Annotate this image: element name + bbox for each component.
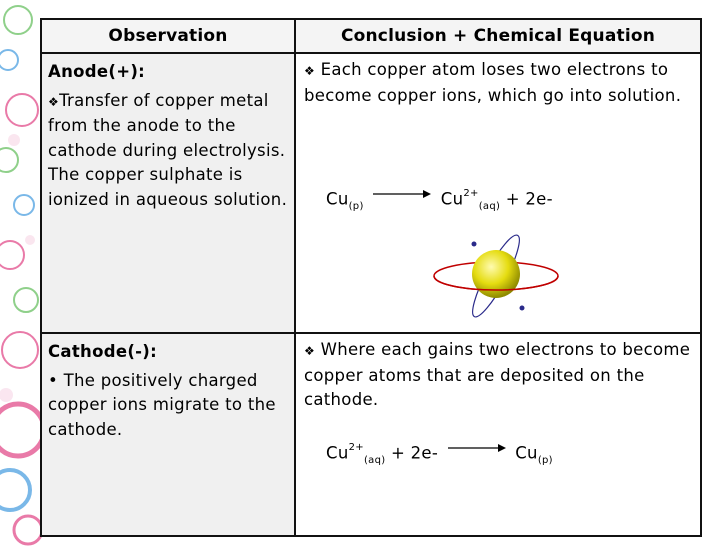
- header-observation: [42, 20, 296, 54]
- eq-symbol: Cu: [326, 189, 349, 209]
- anode-conclusion-text: [304, 58, 694, 108]
- observation-table: [40, 18, 702, 537]
- eq-symbol: Cu: [515, 443, 538, 463]
- cathode-observation-text: [48, 369, 288, 443]
- eq-subscript: (p): [537, 454, 553, 466]
- eq-subscript: (p): [348, 200, 364, 212]
- diamond-bullet-icon: ❖: [304, 64, 316, 78]
- diamond-bullet-icon: ❖: [48, 94, 60, 109]
- cathode-conclusion-cell: [296, 334, 700, 535]
- reaction-arrow-icon: [448, 443, 506, 453]
- eq-superscript: 2+: [463, 188, 479, 199]
- diamond-bullet-icon: ❖: [304, 344, 316, 358]
- eq-rest: + 2e-: [385, 443, 439, 463]
- anode-observation-cell: [42, 54, 296, 334]
- bullet-dot-icon: •: [48, 370, 59, 390]
- anode-observation-text: [48, 89, 288, 213]
- header-conclusion: [296, 20, 700, 54]
- anode-conclusion: Each copper atom loses two electrons to become copper ions, which go into solution.: [304, 60, 682, 105]
- cathode-equation: [326, 438, 553, 473]
- anode-conclusion-cell: [296, 54, 700, 334]
- eq-subscript: (aq): [363, 454, 386, 466]
- eq-symbol: Cu: [440, 189, 464, 209]
- reaction-arrow-icon: [373, 189, 431, 199]
- cathode-text: The positively charged copper ions migrate to the cathode.: [48, 370, 276, 439]
- header-conclusion-label: Conclusion + Chemical Equation: [340, 26, 656, 46]
- atom-illustration-icon: [416, 224, 576, 324]
- cathode-conclusion: Where each gains two electrons to become copper atoms that are deposited on the cathode.: [304, 340, 691, 409]
- eq-rest: + 2e-: [500, 189, 553, 209]
- cathode-conclusion-text: [304, 338, 694, 413]
- eq-superscript: 2+: [348, 442, 364, 453]
- eq-symbol: Cu: [326, 443, 349, 463]
- anode-text: Transfer of copper metal from the anode to the cathode during electrolysis. The copper sulphate is ionized in aqueous solution.: [48, 90, 288, 209]
- eq-subscript: (aq): [478, 200, 501, 212]
- header-observation-label: Observation: [108, 26, 228, 46]
- anode-title: Anode(+):: [48, 62, 146, 81]
- anode-equation: [326, 184, 553, 219]
- cathode-title: Cathode(-):: [48, 342, 158, 361]
- cathode-observation-cell: [42, 334, 296, 535]
